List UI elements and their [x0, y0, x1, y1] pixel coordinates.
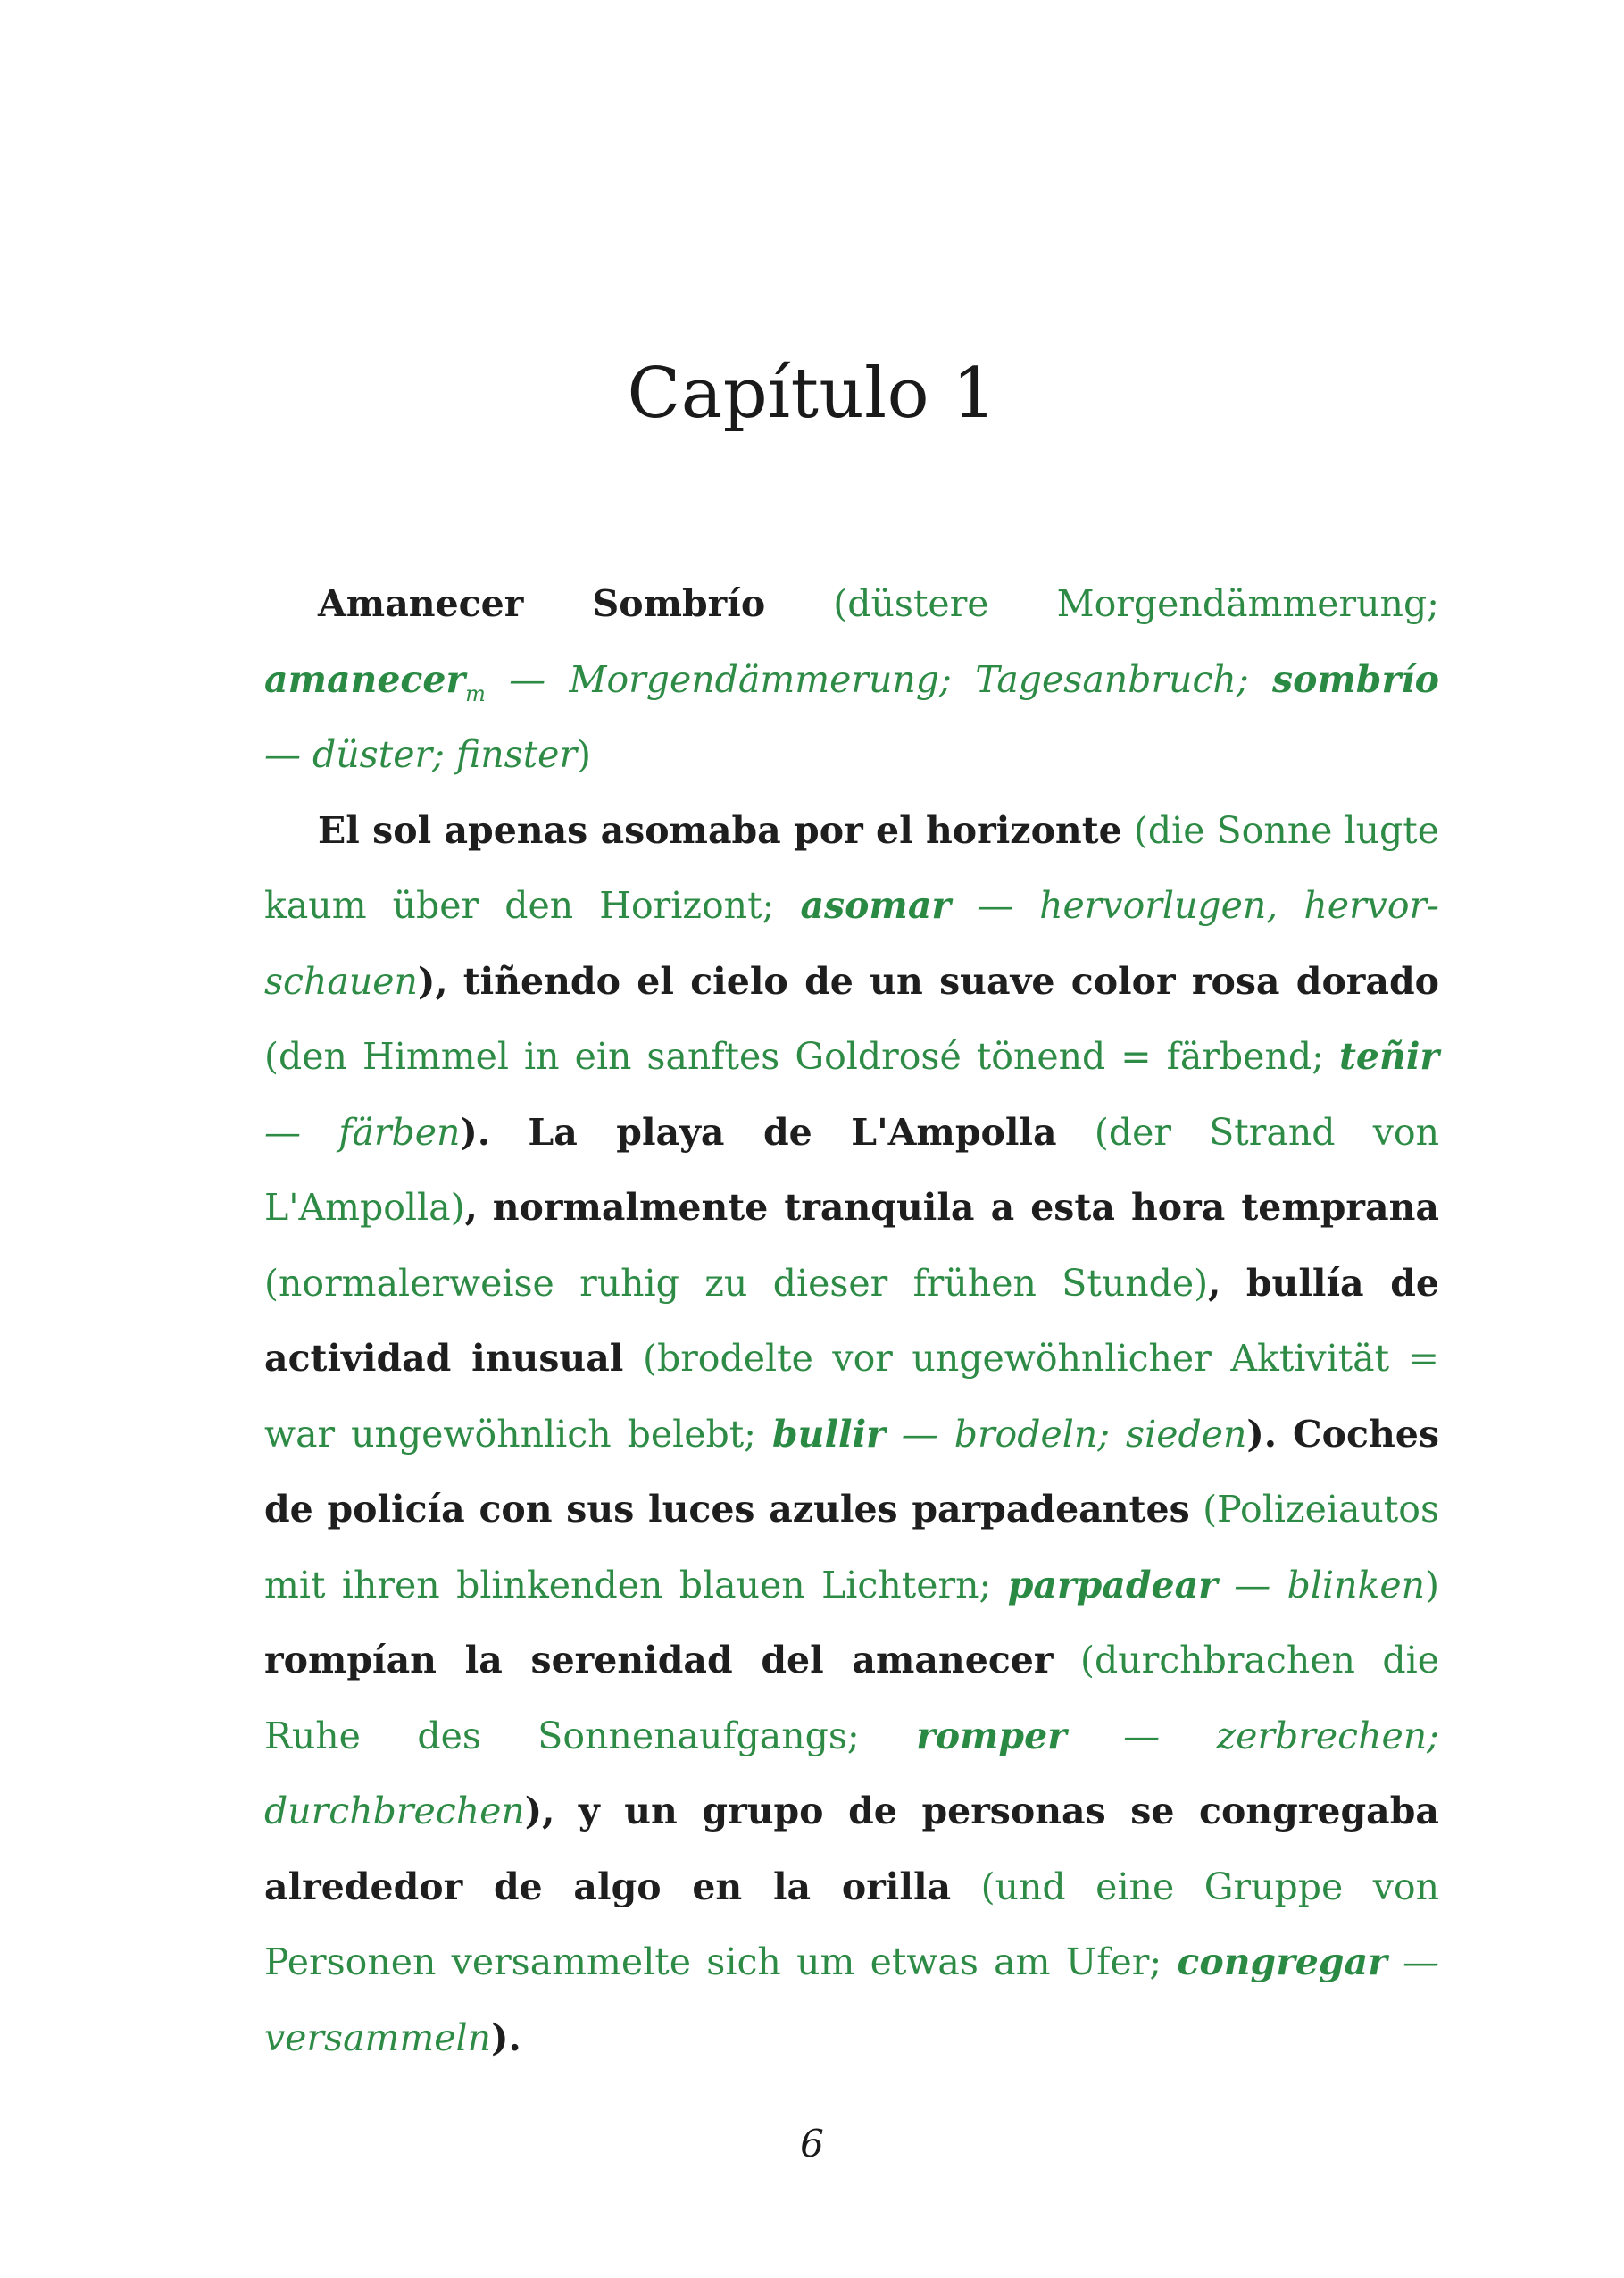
vocab-term-es: teñir — [1338, 1035, 1439, 1078]
vocab-term-de: — Morgendämmerung; Tagesanbruch; — [509, 657, 1249, 701]
section-heading-paragraph — [264, 566, 1439, 793]
body-paragraph — [264, 793, 1439, 2076]
vocab-term-de: — düster; finster — [264, 733, 578, 776]
vocab-term-es: sombrío — [1271, 657, 1439, 701]
punctuation: ). — [1246, 1412, 1278, 1456]
section-heading-es: Amanecer Sombrío — [318, 582, 766, 625]
vocab-term-de: — hervorlugen, hervorschauen — [264, 884, 1439, 1003]
sentence-es: normalmente tranquila a esta hora temprana — [492, 1186, 1439, 1229]
translation-de: (die Sonne lugte kaum über den Horizont; — [264, 808, 1439, 927]
section-heading-de: (düstere Morgendämmerung; — [833, 582, 1439, 625]
vocab-term-de: — färben — [264, 1110, 461, 1154]
chapter-title: Capítulo 1 — [627, 354, 997, 434]
vocab-term-es: congregar — [1177, 1940, 1387, 1983]
vocab-term-es: romper — [916, 1714, 1067, 1757]
translation-de: (normalerweise ruhig zu dieser frühen Stunde) — [264, 1261, 1209, 1305]
translation-de: (durchbrachen die Ruhe des Sonnenaufgangs; — [264, 1639, 1439, 1757]
punctuation: ), — [524, 1790, 555, 1832]
sentence-es: rompían la serenidad del amanecer — [264, 1639, 1054, 1681]
vocab-term-de: — blinken — [1234, 1563, 1425, 1606]
paren-close: ) — [1425, 1563, 1439, 1606]
vocab-term-de: — zerbrechen; durchbrechen — [264, 1714, 1439, 1832]
vocab-term-es: bullir — [771, 1412, 886, 1456]
translation-de: (und eine Gruppe von Personen versammelte sich um etwas am Ufer; — [264, 1865, 1439, 1983]
sentence-es: bullía de actividad inusual — [264, 1261, 1439, 1380]
translation-de: (der Strand von L'Ampolla) — [264, 1110, 1439, 1229]
sentence-es: tiñendo el cielo de un suave color rosa dorado — [462, 959, 1439, 1003]
punctuation: ). — [460, 1110, 491, 1154]
punctuation: , — [1208, 1261, 1221, 1305]
translation-de: (den Himmel in ein sanftes Goldrosé tönend = färbend; — [264, 1035, 1324, 1078]
chapter-body — [264, 566, 1439, 2075]
sentence-es: El sol apenas asomaba por el horizonte — [318, 808, 1122, 852]
punctuation: , — [464, 1186, 478, 1229]
paren-close: ) — [577, 733, 592, 776]
page-number: 6 — [800, 2122, 824, 2165]
vocab-term-es: asomar — [800, 884, 951, 927]
sentence-es: Coches de policía con sus luces azules parpadeantes — [264, 1412, 1439, 1531]
vocab-term-es: amanecer — [264, 657, 466, 701]
vocab-term-de: — brodeln; sieden — [901, 1412, 1247, 1456]
sentence-es: y un grupo de personas se congregaba alrededor de algo en la orilla — [264, 1790, 1439, 1908]
sentence-es: La playa de L'Ampolla — [528, 1110, 1057, 1154]
translation-de: (Polizeiautos mit ihren blinkenden blauen Lichtern; — [264, 1488, 1439, 1606]
punctuation: ). — [491, 2015, 521, 2059]
translation-de: (brodelte vor ungewöhnlicher Aktivität = war ungewöhnlich belebt; — [264, 1337, 1439, 1456]
vocab-term-de: — versammeln — [264, 1940, 1439, 2059]
gender-marker: m — [465, 680, 486, 706]
vocab-term-es: parpadear — [1007, 1563, 1218, 1606]
punctuation: ), — [417, 959, 448, 1003]
